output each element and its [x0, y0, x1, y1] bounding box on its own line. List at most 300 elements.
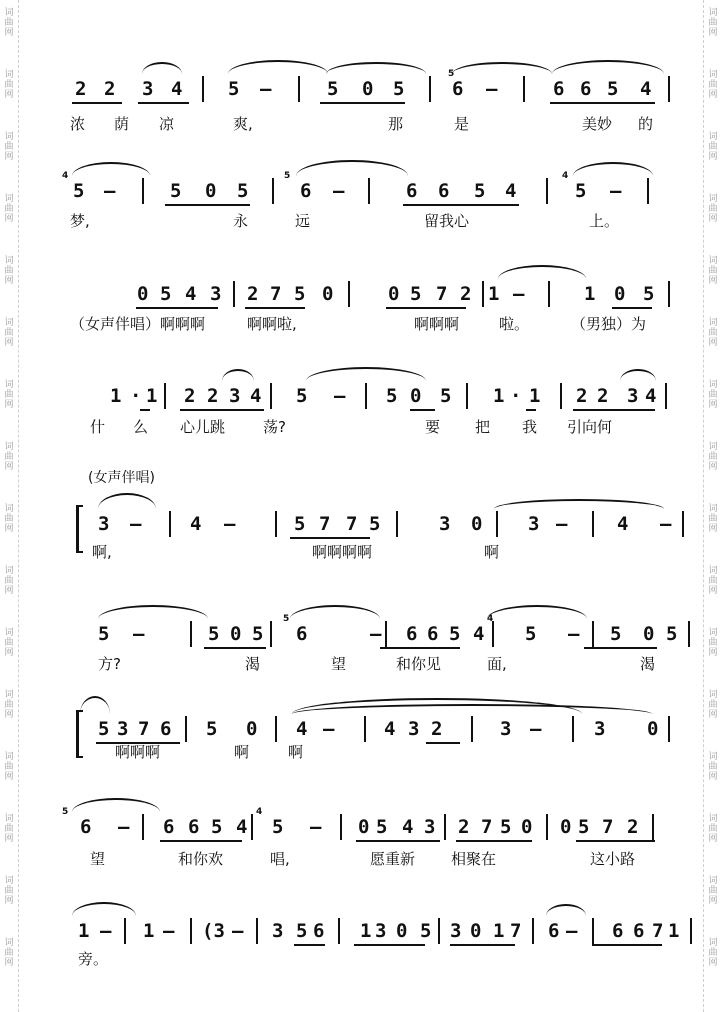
underline-beam	[294, 944, 325, 946]
slur-arc	[552, 60, 664, 74]
lyric-text: 荡?	[263, 418, 286, 436]
note-token: 6	[452, 78, 464, 100]
note-token: 0	[471, 513, 483, 535]
note-token: 4	[645, 385, 657, 407]
note-token: 6	[580, 78, 592, 100]
lyric-text: 是	[454, 115, 470, 133]
bar-line	[482, 281, 484, 307]
bar-line	[190, 918, 192, 944]
bar-line	[471, 716, 473, 742]
watermark-text: 词 曲 网	[708, 628, 718, 658]
underline-beam	[426, 742, 460, 744]
slur-arc	[620, 369, 656, 381]
underline-beam	[160, 840, 242, 842]
note-token: 1	[493, 385, 505, 407]
note-token: 7	[138, 718, 150, 740]
note-token: 3	[439, 513, 451, 535]
note-token: 5	[500, 816, 512, 838]
underline-beam	[612, 307, 652, 309]
note-token: 3	[424, 816, 436, 838]
underline-beam	[165, 204, 250, 206]
note-token: 2	[576, 385, 588, 407]
bar-line	[496, 511, 498, 537]
lyric-text: 的	[638, 115, 654, 133]
note-token: 7	[481, 816, 493, 838]
underline-beam	[386, 307, 466, 309]
bar-line	[270, 621, 272, 647]
note-token: 5	[327, 78, 339, 100]
slur-arc	[573, 162, 653, 176]
note-token: 0	[647, 718, 659, 740]
lyric-text: 唱,	[270, 850, 290, 868]
lyric-text: 上。	[589, 212, 620, 230]
note-token: 3	[142, 78, 154, 100]
lyric-text: 我	[522, 418, 538, 436]
note-token: 6	[548, 920, 560, 942]
slur-arc	[290, 605, 380, 619]
slur-arc	[142, 62, 182, 74]
note-token: 1	[143, 920, 155, 942]
underline-beam	[356, 840, 440, 842]
underline-beam	[592, 944, 662, 946]
note-token: 3	[117, 718, 129, 740]
lyric-text: 留我心	[424, 212, 470, 230]
note-token: 2	[627, 816, 639, 838]
bar-line	[668, 716, 670, 742]
note-token: 3	[98, 513, 110, 535]
bar-line	[202, 76, 204, 102]
note-token: 5	[170, 180, 182, 202]
note-token: –	[224, 513, 236, 535]
note-token: –	[130, 513, 142, 535]
bar-line	[438, 918, 440, 944]
bar-line	[668, 76, 670, 102]
note-token: 0	[137, 283, 149, 305]
lyric-text: 方?	[98, 655, 121, 673]
underline-beam	[354, 944, 425, 946]
bar-line	[690, 918, 692, 944]
lyric-text: 啊啊啦,	[247, 315, 297, 333]
note-token: 6	[553, 78, 565, 100]
watermark-text: 词 曲 网	[4, 876, 14, 906]
lyric-text: 把	[475, 418, 491, 436]
note-token: 5	[575, 180, 587, 202]
note-token: 1	[488, 283, 500, 305]
note-token: –	[104, 180, 116, 202]
note-token: 0	[230, 623, 242, 645]
note-token: 0	[410, 385, 422, 407]
grace-note: 4	[256, 807, 263, 817]
note-token: 5	[410, 283, 422, 305]
watermark-text: 词 曲 网	[708, 566, 718, 596]
underline-beam	[450, 944, 515, 946]
bar-line	[429, 76, 431, 102]
grace-note: 5	[62, 807, 69, 817]
note-token: 6	[188, 816, 200, 838]
note-token: 2	[104, 78, 116, 100]
grace-note: 4	[62, 171, 69, 181]
lyric-text: 愿重新	[370, 850, 416, 868]
lyric-text: 望	[90, 850, 106, 868]
note-token: 5	[376, 816, 388, 838]
note-token: 6	[406, 623, 418, 645]
note-token: 2	[431, 718, 443, 740]
note-token: –	[568, 623, 580, 645]
lyric-text: 要	[425, 418, 441, 436]
note-token: 4	[402, 816, 414, 838]
bar-line	[652, 814, 654, 840]
note-token: –	[566, 920, 578, 942]
note-token: 2	[460, 283, 472, 305]
slur-arc	[98, 605, 208, 619]
note-token: 5	[211, 816, 223, 838]
watermark-text: 词 曲 网	[4, 752, 14, 782]
note-token: 6	[80, 816, 92, 838]
slur-arc	[452, 62, 552, 74]
note-token: 2	[458, 816, 470, 838]
note-token: 3	[500, 718, 512, 740]
watermark-text: 词 曲 网	[4, 132, 14, 162]
note-token: 5	[386, 385, 398, 407]
note-token: 5	[294, 513, 306, 535]
slur-arc	[494, 499, 664, 509]
note-token: 5	[98, 623, 110, 645]
bar-line	[348, 281, 350, 307]
lyric-text: （女声伴唱）啊啊啊	[70, 315, 206, 333]
note-token: 0	[322, 283, 334, 305]
lyric-text: 啊啊啊	[414, 315, 460, 333]
note-token: –	[333, 180, 345, 202]
lyric-text: 浓	[70, 115, 86, 133]
bar-line	[124, 918, 126, 944]
note-token: 5	[420, 920, 432, 942]
lyric-text: 啦。	[499, 315, 530, 333]
bar-line	[548, 281, 550, 307]
note-token: 5	[296, 920, 308, 942]
bar-line	[560, 383, 562, 409]
lyric-text: 什	[90, 418, 106, 436]
watermark-text: 词 曲 网	[4, 194, 14, 224]
note-token: –	[660, 513, 672, 535]
note-token: –	[260, 78, 272, 100]
bar-line	[647, 178, 649, 204]
note-token: 0	[521, 816, 533, 838]
lyric-text: 这小路	[590, 850, 636, 868]
note-token: 3	[272, 920, 284, 942]
watermark-text: 词 曲 网	[708, 690, 718, 720]
lyric-text: 啊	[288, 743, 304, 761]
note-token: 2	[75, 78, 87, 100]
note-token: –	[232, 920, 244, 942]
underline-beam	[573, 409, 655, 411]
note-token: 6	[438, 180, 450, 202]
lyric-text: 心儿跳	[180, 418, 226, 436]
note-token: 5	[98, 718, 110, 740]
note-token: ·	[510, 385, 522, 407]
watermark-text: 词 曲 网	[708, 318, 718, 348]
slur-arc	[296, 160, 408, 176]
bar-line	[688, 621, 690, 647]
note-token: 5	[252, 623, 264, 645]
underline-beam	[245, 307, 305, 309]
watermark-text: 词 曲 网	[708, 8, 718, 38]
grace-note: 5	[448, 69, 455, 79]
bar-line	[185, 716, 187, 742]
bar-line	[572, 716, 574, 742]
note-token: 5	[73, 180, 85, 202]
underline-beam	[290, 537, 370, 539]
note-token: –	[610, 180, 622, 202]
note-token: 0	[246, 718, 258, 740]
lyric-text: （男独）为	[571, 315, 647, 333]
note-token: –	[133, 623, 145, 645]
note-token: 6	[612, 920, 624, 942]
watermark-text: 词 曲 网	[708, 70, 718, 100]
note-token: 6	[300, 180, 312, 202]
note-token: 0	[614, 283, 626, 305]
slur-arc	[98, 493, 156, 509]
grace-note: 5	[283, 614, 290, 624]
bar-line	[256, 918, 258, 944]
underline-beam	[204, 647, 266, 649]
note-token: 2	[597, 385, 609, 407]
note-token: 6	[633, 920, 645, 942]
note-token: –	[334, 385, 346, 407]
note-token: 6	[160, 718, 172, 740]
bar-line	[592, 621, 594, 647]
note-token: 3	[210, 283, 222, 305]
lyric-text: 梦,	[70, 212, 90, 230]
slur-arc	[222, 369, 254, 381]
staff-bracket	[76, 710, 83, 758]
bar-line	[492, 621, 494, 647]
note-token: –	[486, 78, 498, 100]
watermark-text: 词 曲 网	[4, 70, 14, 100]
note-token: 1	[360, 920, 372, 942]
lyric-text: 永	[233, 212, 249, 230]
lyric-text: 美妙	[582, 115, 613, 133]
note-token: 1	[110, 385, 122, 407]
bar-line	[444, 814, 446, 840]
lyric-text: 啊啊啊啊	[312, 543, 373, 561]
watermark-text: 词 曲 网	[708, 504, 718, 534]
watermark-text: 词 曲 网	[4, 628, 14, 658]
note-token: 2	[184, 385, 196, 407]
bar-line	[364, 716, 366, 742]
lyric-text: 啊	[484, 543, 500, 561]
bar-line	[592, 511, 594, 537]
note-token: 5	[610, 623, 622, 645]
note-token: 7	[270, 283, 282, 305]
bar-line	[546, 814, 548, 840]
grace-note: 5	[284, 171, 291, 181]
slur-arc	[80, 696, 110, 714]
note-token: 6	[163, 816, 175, 838]
note-token: 5	[208, 623, 220, 645]
bar-line	[668, 281, 670, 307]
bar-line	[368, 178, 370, 204]
note-token: 1	[529, 385, 541, 407]
section-label: (女声伴唱)	[88, 470, 155, 486]
note-token: –	[513, 283, 525, 305]
watermark-text: 词 曲 网	[708, 752, 718, 782]
bar-line	[546, 178, 548, 204]
lyric-text: 面,	[487, 655, 507, 673]
watermark-text: 词 曲 网	[4, 690, 14, 720]
note-token: 5	[474, 180, 486, 202]
note-token: 7	[652, 920, 664, 942]
lyric-text: 凉	[159, 115, 175, 133]
underline-beam	[403, 204, 519, 206]
note-token: 0	[643, 623, 655, 645]
note-token: 4	[617, 513, 629, 535]
note-token: –	[530, 718, 542, 740]
bar-line	[190, 621, 192, 647]
lyric-text: 么	[133, 418, 149, 436]
bar-line	[270, 383, 272, 409]
slur-arc	[487, 605, 587, 619]
bar-line	[532, 918, 534, 944]
note-token: 6	[427, 623, 439, 645]
watermark-text: 词 曲 网	[708, 380, 718, 410]
lyric-text: 啊	[234, 743, 250, 761]
lyric-text: 荫	[114, 115, 130, 133]
bar-line	[275, 716, 277, 742]
lyric-text: 望	[331, 655, 347, 673]
note-token: –	[370, 623, 382, 645]
note-token: 2	[247, 283, 259, 305]
note-token: 0	[362, 78, 374, 100]
note-token: 5	[578, 816, 590, 838]
note-token: 5	[228, 78, 240, 100]
note-token: –	[310, 816, 322, 838]
note-token: 0	[560, 816, 572, 838]
note-token: 5	[272, 816, 284, 838]
note-token: 5	[296, 385, 308, 407]
note-token: 4	[473, 623, 485, 645]
note-token: 4	[640, 78, 652, 100]
note-token: 3	[594, 718, 606, 740]
note-token: 0	[470, 920, 482, 942]
note-token: 4	[171, 78, 183, 100]
note-token: 2	[207, 385, 219, 407]
lyric-text: 远	[295, 212, 311, 230]
watermark-text: 词 曲 网	[4, 566, 14, 596]
watermark-text: 词 曲 网	[708, 814, 718, 844]
note-token: 4	[190, 513, 202, 535]
note-token: 5	[206, 718, 218, 740]
bar-line	[592, 918, 594, 944]
underline-beam	[380, 647, 460, 649]
bar-line	[523, 76, 525, 102]
note-token: 5	[607, 78, 619, 100]
note-token: 1	[584, 283, 596, 305]
note-token: 5	[160, 283, 172, 305]
slur-arc	[546, 904, 586, 916]
note-token: 6	[296, 623, 308, 645]
underline-beam	[138, 102, 189, 104]
slur-arc	[326, 62, 426, 74]
lyric-text: 啊啊啊	[115, 743, 161, 761]
note-token: 4	[384, 718, 396, 740]
lyric-text: 那	[388, 115, 404, 133]
note-token: 0	[388, 283, 400, 305]
underline-beam	[584, 647, 657, 649]
slur-arc	[72, 162, 150, 176]
note-token: 3	[627, 385, 639, 407]
watermark-text: 词 曲 网	[708, 938, 718, 968]
underline-beam	[72, 102, 122, 104]
bar-line	[275, 511, 277, 537]
bar-line	[251, 814, 253, 840]
lyric-text: 啊,	[92, 543, 112, 561]
note-token: 7	[346, 513, 358, 535]
bar-line	[682, 511, 684, 537]
note-token: 3	[229, 385, 241, 407]
lyric-text: 引向何	[567, 418, 613, 436]
note-token: 0	[205, 180, 217, 202]
note-token: 4	[236, 816, 248, 838]
note-token: 5	[666, 623, 678, 645]
slur-arc	[72, 902, 136, 916]
staff-bracket	[76, 505, 83, 553]
note-token: 6	[313, 920, 325, 942]
note-token: –	[118, 816, 130, 838]
underline-beam	[602, 102, 655, 104]
watermark-text: 词 曲 网	[4, 8, 14, 38]
note-token: 5	[643, 283, 655, 305]
watermark-text: 词 曲 网	[708, 256, 718, 286]
note-token: 0	[396, 920, 408, 942]
note-token: 3	[375, 920, 387, 942]
lyric-text: 渴	[640, 655, 656, 673]
bar-line	[142, 814, 144, 840]
note-token: 5	[525, 623, 537, 645]
watermark-text: 词 曲 网	[4, 442, 14, 472]
slur-arc	[72, 798, 160, 812]
bar-line	[298, 76, 300, 102]
grace-note: 4	[562, 171, 569, 181]
bar-line	[338, 918, 340, 944]
bar-line	[665, 383, 667, 409]
note-token: 3	[408, 718, 420, 740]
watermark-text: 词 曲 网	[4, 256, 14, 286]
watermark-text: 词 曲 网	[708, 442, 718, 472]
note-token: –	[323, 718, 335, 740]
lyric-text: 旁。	[78, 950, 109, 968]
lyric-text: 相聚在	[451, 850, 497, 868]
underline-beam	[320, 102, 405, 104]
bar-line	[272, 178, 274, 204]
note-token: 4	[505, 180, 517, 202]
watermark-text: 词 曲 网	[708, 194, 718, 224]
underline-beam	[526, 409, 536, 411]
note-token: 5	[440, 385, 452, 407]
note-token: 5	[393, 78, 405, 100]
note-token: 4	[296, 718, 308, 740]
note-token: 3	[450, 920, 462, 942]
note-token: 7	[602, 816, 614, 838]
watermark-text: 词 曲 网	[4, 318, 14, 348]
note-token: 6	[406, 180, 418, 202]
note-token: 1	[78, 920, 90, 942]
watermark-text: 词 曲 网	[708, 132, 718, 162]
bar-line	[340, 814, 342, 840]
watermark-text: 词 曲 网	[4, 504, 14, 534]
watermark-text: 词 曲 网	[4, 938, 14, 968]
bar-line	[466, 383, 468, 409]
bar-line	[396, 511, 398, 537]
